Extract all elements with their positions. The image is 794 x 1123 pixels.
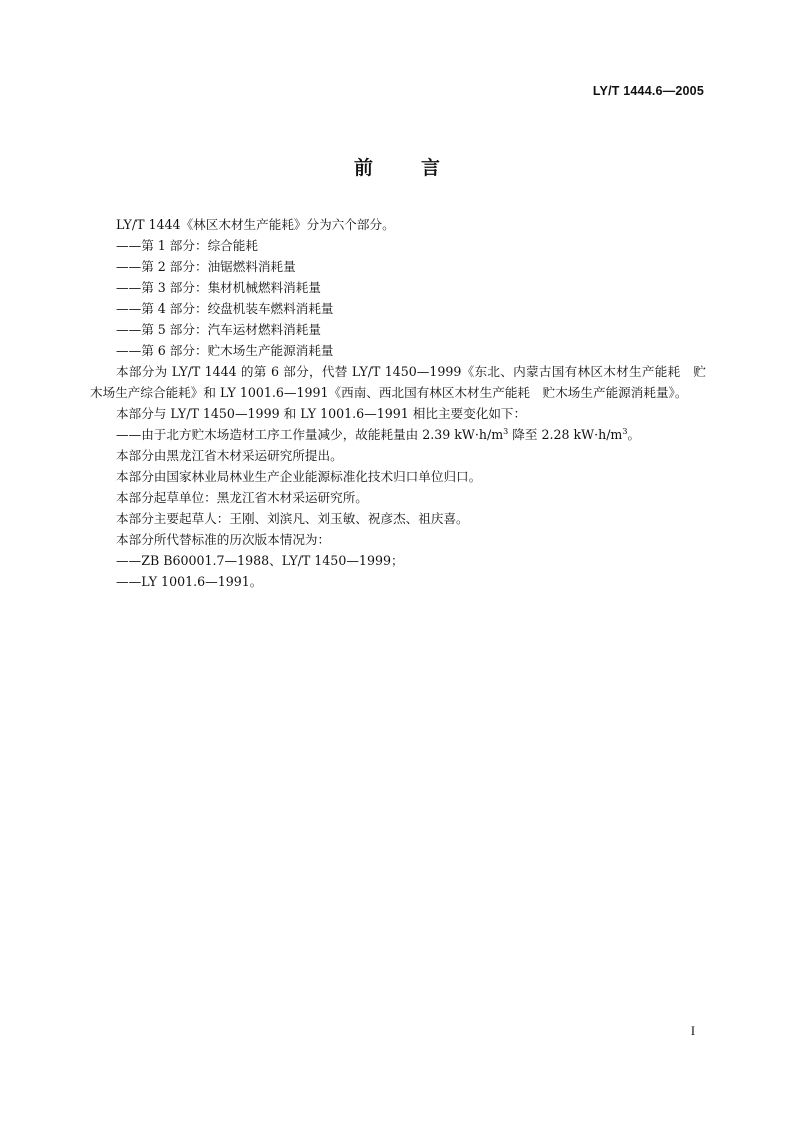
history-item-2: ——LY 1001.6—1991。 — [116, 574, 263, 589]
proposed-by: 本部分由黑龙江省木材采运研究所提出。 — [116, 448, 343, 463]
part-item-3: ——第 3 部分：集材机械燃料消耗量 — [116, 280, 321, 295]
part-item-2: ——第 2 部分：油锯燃料消耗量 — [116, 259, 296, 274]
unit-superscript-1: 3 — [503, 426, 509, 436]
change-text-middle: 降至 2.28 kW·h/m — [508, 427, 623, 442]
replacement-paragraph: 本部分为 LY/T 1444 的第 6 部分，代替 LY/T 1450—1999《东北、内蒙古国有林区木材生产能耗 贮木场生产综合能耗》和 LY 1001.6—1991《西南、西北国有林区木材生产能耗 贮木场生产能源消耗量》。 — [90, 364, 706, 400]
part-item-4: ——第 4 部分：绞盘机装车燃料消耗量 — [116, 301, 334, 316]
page-number: I — [690, 1024, 695, 1038]
unit-superscript-2: 3 — [622, 426, 628, 436]
drafters: 本部分主要起草人：王刚、刘滨凡、刘玉敏、祝彦杰、祖庆喜。 — [116, 511, 469, 526]
standard-code: LY/T 1444.6—2005 — [592, 84, 704, 98]
change-text-before: ——由于北方贮木场造材工序工作量减少，故能耗量由 2.39 kW·h/m — [116, 427, 504, 442]
history-item-1: ——ZB B60001.7—1988、LY/T 1450—1999； — [116, 553, 404, 568]
part-item-5: ——第 5 部分：汽车运材燃料消耗量 — [116, 322, 321, 337]
history-intro: 本部分所代替标准的历次版本情况为： — [116, 532, 331, 547]
centralized-by: 本部分由国家林业局林业生产企业能源标准化技术归口单位归口。 — [116, 469, 482, 484]
drafting-unit: 本部分起草单位：黑龙江省木材采运研究所。 — [116, 490, 368, 505]
foreword-body — [90, 214, 706, 592]
part-item-6: ——第 6 部分：贮木场生产能源消耗量 — [116, 343, 334, 358]
change-text-after: 。 — [627, 427, 641, 442]
changes-intro: 本部分与 LY/T 1450—1999 和 LY 1001.6—1991 相比主要变化如下： — [116, 406, 527, 421]
change-item — [90, 424, 706, 445]
page-title: 前言 — [353, 157, 488, 179]
part-item-1: ——第 1 部分：综合能耗 — [116, 238, 258, 253]
intro-paragraph: LY/T 1444《林区木材生产能耗》分为六个部分。 — [116, 217, 395, 232]
